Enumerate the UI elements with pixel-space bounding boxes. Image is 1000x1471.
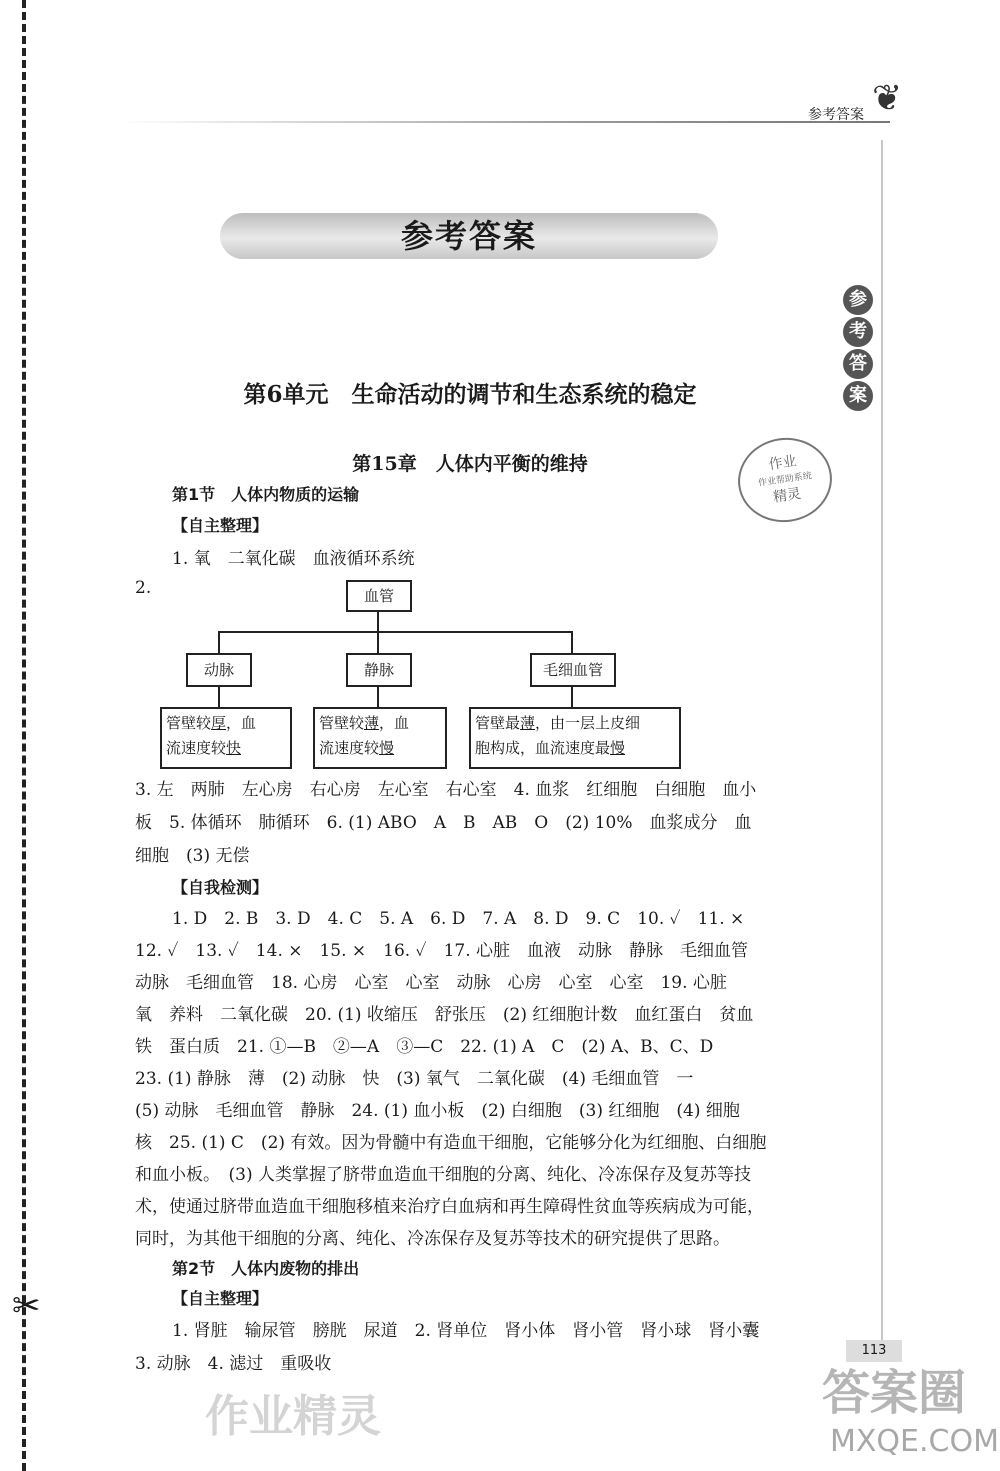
diagram-detail-box (469, 707, 681, 769)
answer-line: 1. 肾脏 输尿管 膀胱 尿道 2. 肾单位 肾小体 肾小管 肾小球 肾小囊 (172, 1321, 760, 1341)
subsection-label: 【自我检测】 (172, 878, 269, 897)
detail-blank: 慢 (610, 739, 626, 757)
answer-line: 核 25. (1) C (2) 有效。因为骨髓中有造血干细胞，它能够分化为红细胞、白细胞 (135, 1133, 767, 1153)
answer-line: 12. ✓ 13. ✓ 14. × 15. × 16. ✓ 17. 心脏 血液 动脉 静脉 毛细血管 (135, 941, 749, 961)
header-rule (120, 121, 890, 123)
ornament-icon: ❦ (872, 78, 903, 119)
subsection-label: 【自主整理】 (172, 516, 269, 535)
subsection-label: 【自主整理】 (172, 1289, 269, 1308)
diagram-detail-box (313, 707, 447, 769)
page-title: 参考答案 (400, 217, 537, 255)
answer-line: 3. 动脉 4. 滤过 重吸收 (135, 1354, 332, 1374)
stamp-text: 作业 (767, 453, 798, 474)
detail-text: ，由一层上皮细 (535, 714, 641, 732)
diagram-label: 静脉 (363, 661, 394, 679)
unit-title: 第6单元 生命活动的调节和生态系统的稳定 (243, 381, 697, 408)
diagram-branch-box (530, 653, 616, 687)
answer-line: 板 5. 体循环 肺循环 6. (1) ABO A B AB O (2) 10% 血浆成分 血 (135, 813, 752, 833)
diagram-detail-box (160, 707, 292, 769)
detail-text: 流速度较 (319, 739, 380, 757)
chapter-title: 第15章 人体内平衡的维持 (352, 453, 588, 475)
answer-line: 2. (135, 578, 152, 598)
answer-line: 和血小板。 (3) 人类掌握了脐带血造血干细胞的分离、纯化、冷冻保存及复苏等技 (135, 1165, 751, 1185)
diagram-label: 毛细血管 (542, 661, 603, 679)
header-label: 参考答案 (808, 107, 864, 123)
diagram-root-box (346, 580, 412, 612)
watermark-text: 作业精灵 (205, 1391, 381, 1442)
diagram-label: 动脉 (203, 661, 234, 679)
stamp-text: 精灵 (772, 485, 803, 506)
diagram-label: 血管 (363, 587, 394, 605)
detail-text: 流速度较 (166, 739, 227, 757)
detail-blank: 薄 (364, 714, 380, 732)
detail-text: 管壁较 (319, 714, 365, 732)
watermark-url: MXQE.COM (830, 1424, 999, 1459)
answer-line: 氧 养料 二氧化碳 20. (1) 收缩压 舒张压 (2) 红细胞计数 血红蛋白 贫血 (135, 1005, 754, 1025)
watermark-logo: 答案圈 (822, 1365, 967, 1421)
answer-line: 1. 氧 二氧化碳 血液循环系统 (172, 549, 415, 569)
section-title: 第2节 人体内废物的排出 (172, 1259, 360, 1278)
diagram-connector (218, 685, 220, 707)
side-tab-char: 考 (843, 317, 873, 347)
side-tab-char: 答 (843, 349, 873, 379)
detail-text: 胞构成，血流速度最 (475, 739, 611, 757)
diagram-connector (571, 631, 573, 653)
answer-line: 动脉 毛细血管 18. 心房 心室 心室 动脉 心房 心室 心室 19. 心脏 (135, 973, 727, 993)
answer-line: 1. D 2. B 3. D 4. C 5. A 6. D 7. A 8. D 9. C 10. ✓ 11. × (172, 909, 745, 929)
answer-line: 3. 左 两肺 左心房 右心房 左心室 右心室 4. 血浆 红细胞 白细胞 血小 (135, 780, 757, 800)
diagram-connector (377, 610, 379, 632)
side-tab-char: 参 (843, 285, 873, 315)
answer-line: 同时，为其他干细胞的分离、纯化、冷冻保存及复苏等技术的研究提供了思路。 (135, 1229, 730, 1249)
answer-line: 细胞 (3) 无偿 (135, 846, 250, 866)
stamp-text: 作业帮助系统 (757, 471, 813, 489)
detail-blank: 厚 (211, 714, 227, 732)
answer-line: 术，使通过脐带血造血干细胞移植来治疗白血病和再生障碍性贫血等疾病成为可能， (135, 1197, 764, 1217)
diagram-connector (571, 685, 573, 707)
side-tab-char: 案 (843, 381, 873, 411)
cut-line (22, 0, 26, 1471)
answer-line: 23. (1) 静脉 薄 (2) 动脉 快 (3) 氧气 二氧化碳 (4) 毛细血管 一 (135, 1069, 694, 1089)
answer-line: (5) 动脉 毛细血管 静脉 24. (1) 血小板 (2) 白细胞 (3) 红细胞 (4) 细胞 (135, 1101, 740, 1121)
diagram-branch-box (186, 653, 252, 687)
section-title: 第1节 人体内物质的运输 (172, 485, 360, 504)
stamp-logo (733, 432, 838, 528)
side-rule (881, 140, 883, 1340)
detail-text: ，血 (379, 714, 410, 732)
diagram-connector (218, 631, 572, 633)
diagram-connector (377, 631, 379, 653)
detail-text: ，血 (226, 714, 257, 732)
diagram-branch-box (346, 653, 412, 687)
diagram-connector (377, 685, 379, 707)
detail-blank: 薄 (520, 714, 536, 732)
scissors-icon: ✂ (12, 1286, 41, 1326)
detail-blank: 快 (226, 739, 242, 757)
detail-blank: 慢 (379, 739, 395, 757)
page-number: 113 (846, 1340, 902, 1362)
detail-text: 管壁最 (475, 714, 521, 732)
diagram-connector (218, 631, 220, 653)
answer-line: 铁 蛋白质 21. ①—B ②—A ③—C 22. (1) A C (2) A、B、C、D (135, 1037, 714, 1057)
detail-text: 管壁较 (166, 714, 212, 732)
